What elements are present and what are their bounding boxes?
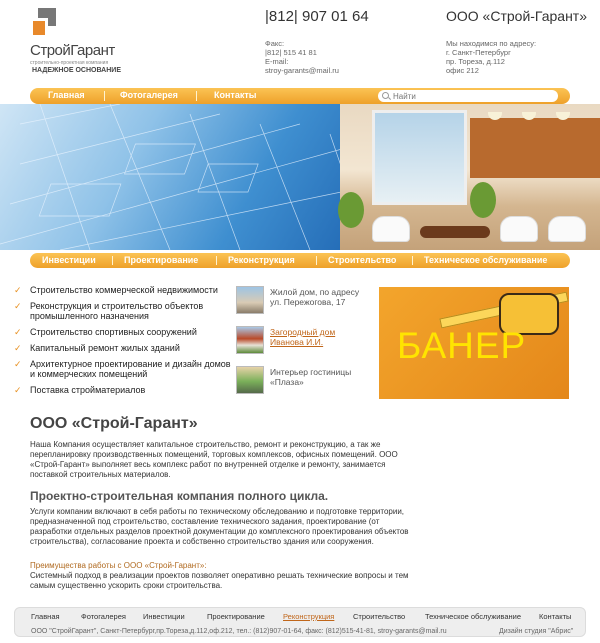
address-street: пр. Тореза, д.112 [446, 57, 505, 66]
list-item[interactable] [12, 301, 232, 321]
logo-name: СтройГарант [30, 42, 115, 59]
subnav-construction[interactable]: Строительство [328, 255, 397, 265]
list-item[interactable] [12, 327, 232, 337]
service-label: Капитальный ремонт жилых зданий [30, 343, 180, 353]
contacts-block [265, 8, 435, 75]
subnav-design[interactable]: Проектирование [124, 255, 199, 265]
advantages-paragraph: Системный подход в реализации проектов позволяет оперативно решать технические вопросы и тем самым существенно ускорить сроки строительства. [30, 571, 409, 590]
logo[interactable] [30, 8, 125, 80]
project-title[interactable]: Загородный дом Иванова И.И. [270, 327, 336, 347]
footer-nav-construction[interactable]: Строительство [353, 612, 406, 621]
check-icon: ✓ [14, 359, 22, 369]
footer-nav-home[interactable]: Главная [31, 612, 60, 621]
ad-banner[interactable] [379, 287, 569, 399]
footer-copyright: ООО "СтройГарант", Санкт-Петербург,пр.Тореза,д.112,оф.212, тел.: (812)907-01-64, факс: (812)515-41-81, stroy-garants@mail.ru [31, 628, 447, 635]
nav-divider [112, 256, 113, 265]
table [420, 226, 490, 238]
nav-divider [104, 91, 105, 101]
intro-paragraph: Наша Компания осуществляет капитальное строительство, ремонт и реконструкцию, а так же перепланировку производственных помещений, торговых комплексов, офисных помещений. ООО «Строй-Гарант» выполняет весь комплекс работ по внутренней отделке и ремонту, занимается поставкой строительных материалов. [30, 440, 398, 479]
list-item[interactable] [12, 359, 232, 379]
hero-blueprint-lines [0, 104, 380, 250]
logo-mark-icon [30, 8, 60, 38]
services-list [12, 285, 232, 401]
footer-nav-maintenance[interactable]: Техническое обслуживание [425, 612, 521, 621]
top-nav-home[interactable]: Главная [48, 90, 85, 100]
footer-nav-investments[interactable]: Инвестиции [143, 612, 185, 621]
project-card[interactable] [236, 286, 366, 322]
project-card[interactable] [236, 326, 366, 362]
company-block [446, 8, 596, 75]
check-icon: ✓ [14, 343, 22, 353]
project-card[interactable] [236, 366, 366, 402]
service-label: Строительство коммерческой недвижимости [30, 285, 218, 295]
email-link[interactable]: stroy-garants@mail.ru [265, 66, 339, 75]
footer-nav-design[interactable]: Проектирование [207, 612, 265, 621]
hero-window [372, 110, 467, 205]
logo-subtitle: строительно-проектная компания [30, 60, 109, 66]
check-icon: ✓ [14, 327, 22, 337]
project-thumbnail[interactable] [236, 366, 264, 394]
section-subtitle: Проектно-строительная компания полного цикла. [30, 489, 329, 503]
advantages-title: Преимущества работы с ООО «Строй-Гарант»: [30, 561, 207, 570]
page-title: ООО «Строй-Гарант» [30, 415, 198, 432]
top-nav-gallery[interactable]: Фотогалерея [120, 90, 178, 100]
armchair [500, 216, 538, 242]
search-icon[interactable] [382, 92, 389, 99]
project-title[interactable]: Интерьер гостиницы «Плаза» [270, 367, 352, 387]
footer-nav-contacts[interactable]: Контакты [539, 612, 572, 621]
top-nav-contacts[interactable]: Контакты [214, 90, 257, 100]
fax-label: Факс: [265, 39, 285, 48]
subnav-investments[interactable]: Инвестиции [42, 255, 96, 265]
list-item[interactable] [12, 343, 232, 353]
project-thumbnail[interactable] [236, 286, 264, 314]
subnav-reconstruction[interactable]: Реконструкция [228, 255, 295, 265]
address-city: г. Санкт-Петербург [446, 48, 511, 57]
check-icon: ✓ [14, 285, 22, 295]
services-paragraph: Услуги компании включают в себя работы по техническому обследованию и подготовке территории, предназначенной под строительство, составление технического задания, проектирование (от разработки отдельных разделов проектной документации до комплексного проектирования объектов строительства), согласование проекта и собственно строительство здания или сооружения. [30, 507, 409, 546]
list-item[interactable] [12, 385, 232, 395]
armchair [548, 216, 586, 242]
logo-slogan: НАДЕЖНОЕ ОСНОВАНИЕ [32, 67, 121, 74]
header [0, 0, 600, 86]
nav-divider [196, 91, 197, 101]
search-box [378, 90, 558, 102]
address-label: Мы находимся по адресу: [446, 39, 537, 48]
service-label: Архитектурное проектирование и дизайн домов и коммерческих помещений [30, 359, 231, 379]
email-label: E-mail: [265, 57, 289, 66]
nav-divider [412, 256, 413, 265]
plant [338, 192, 364, 228]
top-nav [30, 88, 570, 104]
armchair [372, 216, 410, 242]
services-nav [30, 253, 570, 268]
address-office: офис 212 [446, 66, 479, 75]
service-label: Реконструкция и строительство объектов промышленного назначения [30, 301, 204, 321]
project-title[interactable]: Жилой дом, по адресу ул. Пережогова, 17 [270, 287, 360, 307]
footer [14, 607, 586, 637]
check-icon: ✓ [14, 385, 22, 395]
fax-number: |812| 515 41 81 [265, 48, 317, 57]
nav-divider [216, 256, 217, 265]
service-label: Поставка стройматериалов [30, 385, 146, 395]
hero-banner [0, 104, 600, 250]
footer-nav-reconstruction[interactable]: Реконструкция [283, 612, 335, 621]
footer-nav-gallery[interactable]: Фотогалерея [81, 612, 126, 621]
nav-divider [316, 256, 317, 265]
company-name: ООО «Строй-Гарант» [446, 8, 588, 24]
plant [470, 182, 496, 218]
project-thumbnail[interactable] [236, 326, 264, 354]
service-label: Строительство спортивных сооружений [30, 327, 197, 337]
phone-number: |812| 907 01 64 [265, 8, 369, 25]
ad-banner-text: БАНЕР [397, 325, 527, 366]
check-icon: ✓ [14, 301, 22, 311]
search-input[interactable] [393, 90, 553, 102]
list-item[interactable] [12, 285, 232, 295]
hero-wood-panel [470, 118, 600, 178]
subnav-maintenance[interactable]: Техническое обслуживание [424, 255, 548, 265]
footer-studio-link[interactable]: Дизайн студия "Абрис" [499, 628, 574, 635]
